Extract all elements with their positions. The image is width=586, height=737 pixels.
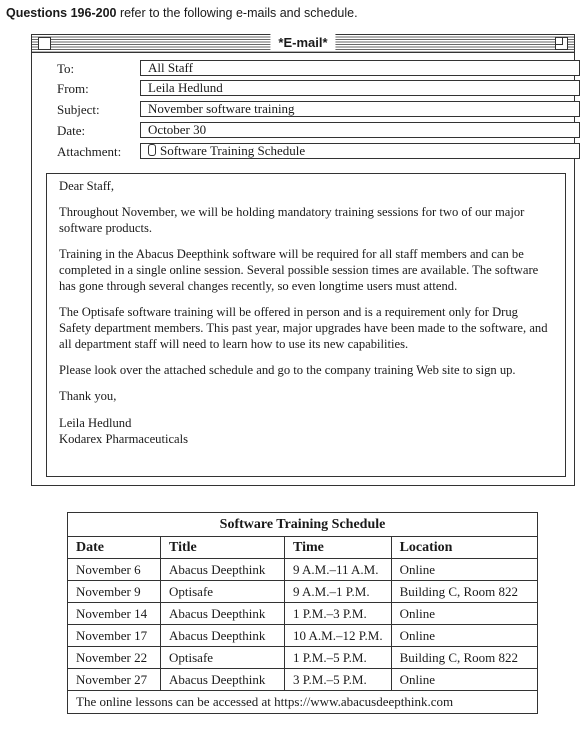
window-title-bar[interactable] xyxy=(32,35,574,53)
window-title: *E-mail* xyxy=(270,34,335,51)
cell-date: November 14 xyxy=(68,603,161,625)
column-header-date: Date xyxy=(68,537,161,559)
close-box-icon[interactable] xyxy=(38,37,51,50)
field-label: To: xyxy=(57,61,75,76)
cell-location: Building C, Room 822 xyxy=(391,581,537,603)
schedule-title: Software Training Schedule xyxy=(68,513,538,537)
paperclip-icon xyxy=(148,144,156,156)
greeting: Dear Staff, xyxy=(59,179,115,193)
column-header-time: Time xyxy=(285,537,392,559)
table-row xyxy=(68,603,538,625)
schedule-note: The online lessons can be accessed at https://www.abacusdeepthink.com xyxy=(68,691,538,714)
cell-title: Abacus Deepthink xyxy=(161,625,285,647)
column-header-title: Title xyxy=(161,537,285,559)
table-header-row xyxy=(68,537,538,559)
cell-date: November 22 xyxy=(68,647,161,669)
email-window xyxy=(31,34,575,486)
cell-location: Building C, Room 822 xyxy=(391,647,537,669)
cell-date: November 27 xyxy=(68,669,161,691)
cell-date: November 17 xyxy=(68,625,161,647)
column-header-location: Location xyxy=(391,537,537,559)
signature-name: Leila Hedlund xyxy=(59,415,132,430)
cell-time: 9 A.M.–11 A.M. xyxy=(285,559,392,581)
body-paragraph: Training in the Abacus Deepthink software will be required for all staff members and can be completed in a single online session. Several possible session times are available. The software has gone through several changes recently, so even longtime users must attend. xyxy=(59,247,539,293)
zoom-box-icon[interactable] xyxy=(555,37,568,50)
field-label: From: xyxy=(57,81,89,96)
cell-location: Online xyxy=(391,603,537,625)
cell-title: Optisafe xyxy=(161,647,285,669)
field-label: Subject: xyxy=(57,102,100,117)
table-row xyxy=(68,581,538,603)
table-row xyxy=(68,647,538,669)
table-row xyxy=(68,669,538,691)
body-paragraph: Throughout November, we will be holding mandatory training sessions for two of our major software products. xyxy=(59,205,525,236)
training-schedule-table xyxy=(67,512,538,714)
cell-time: 3 P.M.–5 P.M. xyxy=(285,669,392,691)
body-paragraph: The Optisafe software training will be offered in person and is a requirement only for Drug Safety department members. This past year, major upgrades have been made to the software, and all department staff will need to learn how to use its new capabilities. xyxy=(59,305,548,351)
cell-date: November 6 xyxy=(68,559,161,581)
cell-time: 1 P.M.–3 P.M. xyxy=(285,603,392,625)
cell-title: Optisafe xyxy=(161,581,285,603)
cell-location: Online xyxy=(391,625,537,647)
email-body xyxy=(46,173,566,477)
to-field[interactable]: All Staff xyxy=(140,60,580,76)
body-paragraph: Please look over the attached schedule and go to the company training Web site to sign up. xyxy=(59,363,516,378)
signature-company: Kodarex Pharmaceuticals xyxy=(59,431,189,446)
from-field[interactable]: Leila Hedlund xyxy=(140,80,580,96)
cell-title: Abacus Deepthink xyxy=(161,603,285,625)
attachment-field[interactable] xyxy=(140,143,580,159)
closing: Thank you, xyxy=(59,389,117,404)
cell-time: 1 P.M.–5 P.M. xyxy=(285,647,392,669)
field-label: Date: xyxy=(57,123,86,138)
cell-location: Online xyxy=(391,559,537,581)
cell-time: 10 A.M.–12 P.M. xyxy=(285,625,392,647)
table-row xyxy=(68,625,538,647)
cell-date: November 9 xyxy=(68,581,161,603)
table-row xyxy=(68,559,538,581)
question-range: Questions 196-200 xyxy=(6,6,117,20)
cell-title: Abacus Deepthink xyxy=(161,669,285,691)
question-header xyxy=(6,6,358,20)
attachment-name: Software Training Schedule xyxy=(160,143,306,158)
question-instructions: refer to the following e-mails and schedule. xyxy=(116,6,358,20)
cell-title: Abacus Deepthink xyxy=(161,559,285,581)
subject-field[interactable]: November software training xyxy=(140,101,580,117)
cell-time: 9 A.M.–1 P.M. xyxy=(285,581,392,603)
cell-location: Online xyxy=(391,669,537,691)
field-label: Attachment: xyxy=(57,144,122,159)
date-field[interactable]: October 30 xyxy=(140,122,580,138)
